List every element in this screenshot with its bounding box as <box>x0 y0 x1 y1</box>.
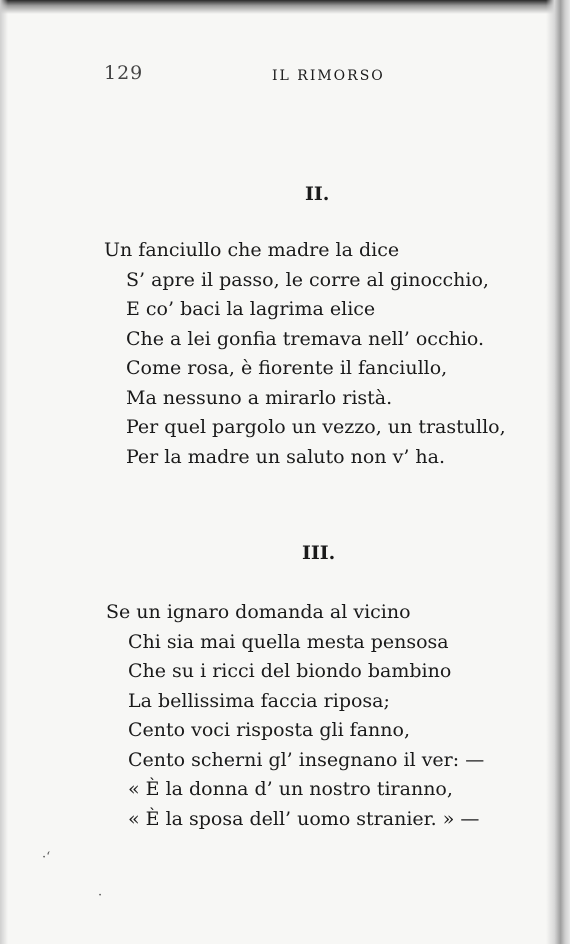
verse-line: Ma nessuno a mirarlo ristà. <box>126 386 393 409</box>
verse-line: Chi sia mai quella mesta pensosa <box>128 630 449 653</box>
verse-line: Che su i ricci del biondo bambino <box>128 660 452 682</box>
running-head: IL RIMORSO <box>272 68 385 84</box>
page-number: 129 <box>104 62 144 84</box>
stanza-iii <box>106 598 484 834</box>
verse-line: Cento voci risposta gli fanno, <box>128 719 410 741</box>
verse-line: Cento scherni gl’ insegnano il ver: — <box>128 748 485 771</box>
verse-line: E co’ baci la lagrima elice <box>126 298 376 320</box>
left-page-edge <box>0 0 8 944</box>
stanza-ii <box>104 236 506 472</box>
section-title-iii: III. <box>302 542 336 564</box>
verse-line: Che a lei gonfia tremava nell’ occhio. <box>126 327 485 350</box>
verse-line: Come rosa, è fiorente il fanciullo, <box>126 357 448 379</box>
verse-line: « È la donna d’ un nostro tiranno, <box>128 778 453 800</box>
ink-speck: ·ʻ <box>42 850 51 865</box>
verse-line: Per la madre un saluto non v’ ha. <box>126 445 446 468</box>
book-page <box>8 8 548 936</box>
right-page-edge <box>546 0 570 944</box>
verse-line: S’ apre il passo, le corre al ginocchio, <box>126 268 489 291</box>
verse-line: Se un ignaro domanda al vicino <box>106 601 411 623</box>
verse-line: La bellissima faccia riposa; <box>128 689 390 712</box>
verse-line: Per quel pargolo un vezzo, un trastullo, <box>126 416 506 438</box>
verse-line: « È la sposa dell’ uomo stranier. » — <box>128 807 480 830</box>
section-title-ii: II. <box>305 183 330 205</box>
verse-line: Un fanciullo che madre la dice <box>104 239 400 261</box>
ink-speck: · <box>98 888 103 903</box>
